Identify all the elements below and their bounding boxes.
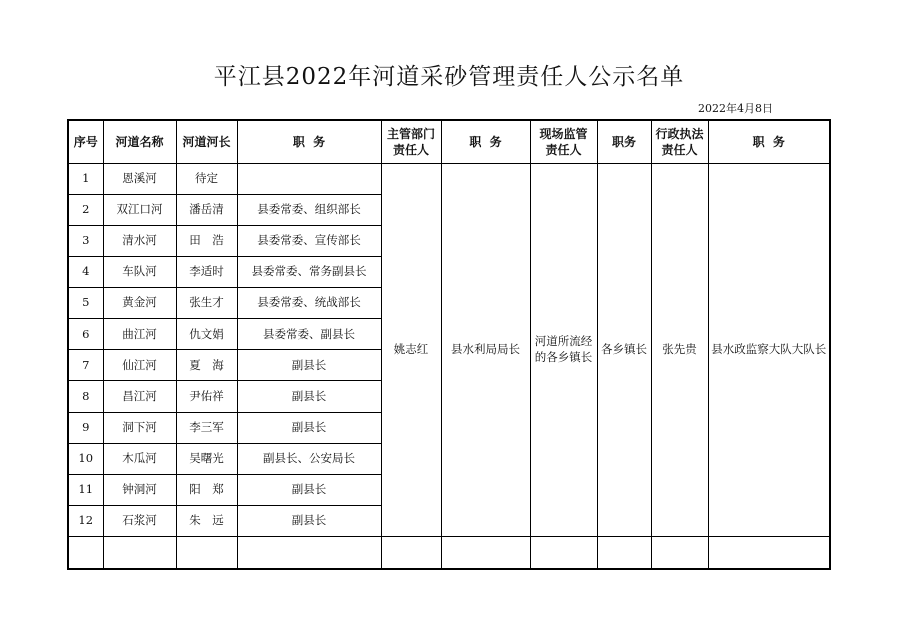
cell-post: 副县长、公安局长	[237, 443, 381, 474]
cell-river-name: 木瓜河	[103, 443, 176, 474]
cell-seq: 1	[68, 163, 103, 194]
cell-seq: 7	[68, 350, 103, 381]
cell-river-chief: 吴曙光	[176, 443, 237, 474]
header-post: 职 务	[237, 120, 381, 163]
cell-seq: 2	[68, 194, 103, 225]
table-blank-row	[68, 537, 830, 569]
cell-seq: 10	[68, 443, 103, 474]
cell-seq: 3	[68, 225, 103, 256]
cell-post: 县委常委、宣传部长	[237, 225, 381, 256]
header-law-post: 职 务	[708, 120, 830, 163]
empty-cell	[597, 537, 651, 569]
header-site-person: 现场监管 责任人	[530, 120, 597, 163]
empty-cell	[441, 537, 530, 569]
cell-seq: 5	[68, 288, 103, 319]
cell-post	[237, 163, 381, 194]
merged-site-post: 各乡镇长	[597, 163, 651, 537]
cell-river-name: 曲江河	[103, 319, 176, 350]
empty-cell	[103, 537, 176, 569]
header-dept-person: 主管部门 责任人	[381, 120, 441, 163]
cell-post: 县委常委、副县长	[237, 319, 381, 350]
cell-post: 副县长	[237, 381, 381, 412]
cell-post: 副县长	[237, 474, 381, 505]
cell-river-chief: 朱 远	[176, 506, 237, 537]
cell-river-chief: 田 浩	[176, 225, 237, 256]
empty-cell	[381, 537, 441, 569]
cell-river-name: 清水河	[103, 225, 176, 256]
cell-river-name: 洞下河	[103, 412, 176, 443]
document-title: 平江县2022年河道采砂管理责任人公示名单	[213, 64, 685, 90]
header-seq: 序号	[68, 120, 103, 163]
cell-seq: 11	[68, 474, 103, 505]
cell-river-chief: 待定	[176, 163, 237, 194]
merged-law-person: 张先贵	[651, 163, 708, 537]
merged-dept-person: 姚志红	[381, 163, 441, 537]
empty-cell	[176, 537, 237, 569]
empty-cell	[68, 537, 103, 569]
merged-law-post: 县水政监察大队大队长	[708, 163, 830, 537]
cell-river-chief: 夏 海	[176, 350, 237, 381]
cell-river-chief: 张生才	[176, 288, 237, 319]
empty-cell	[708, 537, 830, 569]
empty-cell	[530, 537, 597, 569]
cell-seq: 12	[68, 506, 103, 537]
empty-cell	[651, 537, 708, 569]
merged-dept-post: 县水利局局长	[441, 163, 530, 537]
table-row	[68, 163, 830, 194]
cell-post: 副县长	[237, 412, 381, 443]
cell-post: 副县长	[237, 506, 381, 537]
cell-river-name: 昌江河	[103, 381, 176, 412]
cell-river-name: 恩溪河	[103, 163, 176, 194]
cell-river-chief: 仇文娟	[176, 319, 237, 350]
cell-seq: 8	[68, 381, 103, 412]
header-river-chief: 河道河长	[176, 120, 237, 163]
cell-post: 县委常委、统战部长	[237, 288, 381, 319]
cell-river-name: 石浆河	[103, 506, 176, 537]
header-river-name: 河道名称	[103, 120, 176, 163]
cell-river-name: 双江口河	[103, 194, 176, 225]
empty-cell	[237, 537, 381, 569]
header-site-post: 职务	[597, 120, 651, 163]
cell-river-name: 车队河	[103, 256, 176, 287]
publish-date: 2022年4月8日	[698, 102, 773, 115]
cell-river-name: 钟洞河	[103, 474, 176, 505]
header-dept-post: 职 务	[441, 120, 530, 163]
cell-seq: 6	[68, 319, 103, 350]
cell-seq: 4	[68, 256, 103, 287]
cell-river-chief: 李适时	[176, 256, 237, 287]
cell-river-chief: 潘岳清	[176, 194, 237, 225]
cell-river-chief: 尹佑祥	[176, 381, 237, 412]
table-header-row	[68, 120, 830, 163]
cell-river-name: 黄金河	[103, 288, 176, 319]
cell-post: 县委常委、常务副县长	[237, 256, 381, 287]
responsibility-table	[67, 119, 831, 570]
cell-river-name: 仙江河	[103, 350, 176, 381]
cell-post: 副县长	[237, 350, 381, 381]
merged-site-person: 河道所流经的各乡镇长	[530, 163, 597, 537]
cell-seq: 9	[68, 412, 103, 443]
cell-river-chief: 李三军	[176, 412, 237, 443]
cell-river-chief: 阳 郑	[176, 474, 237, 505]
cell-post: 县委常委、组织部长	[237, 194, 381, 225]
header-law-person: 行政执法 责任人	[651, 120, 708, 163]
